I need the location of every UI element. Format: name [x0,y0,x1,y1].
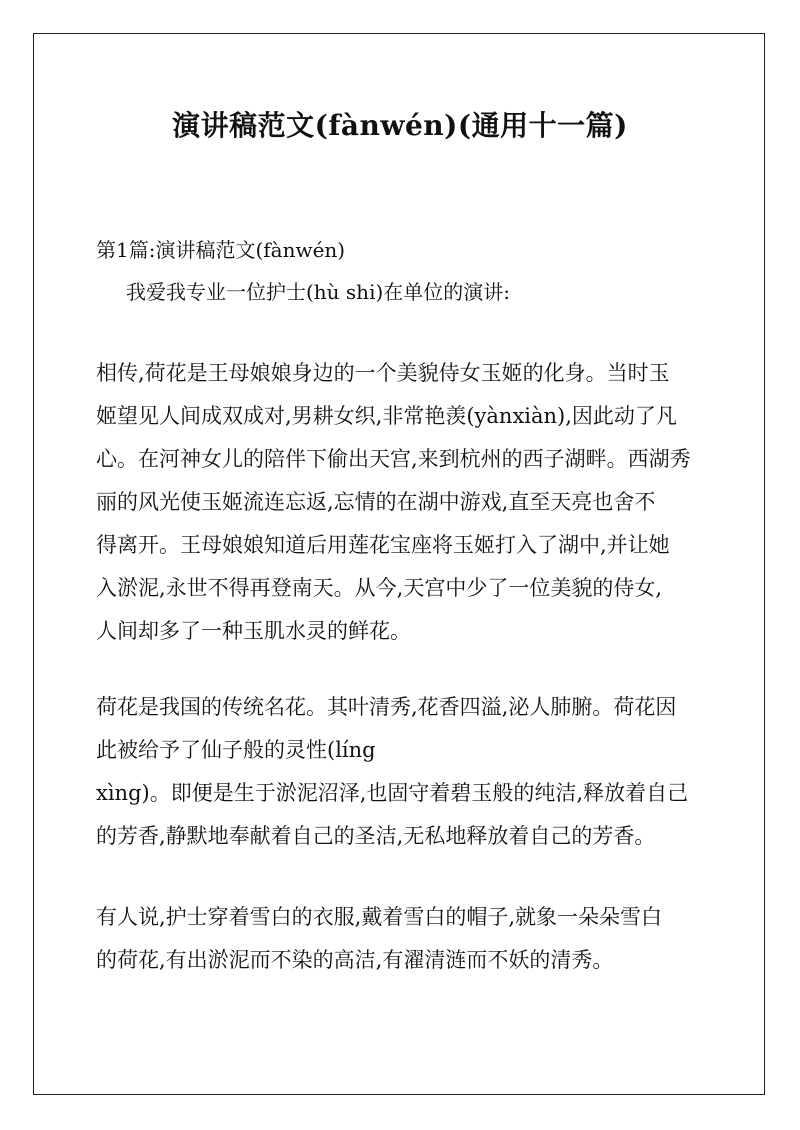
paragraph-lotus-traits [96,686,716,858]
section-heading: 第1篇:演讲稿范文(fànwén) [96,238,346,262]
document-title: 演讲稿范文(fànwén)(通用十一篇) [172,109,628,142]
text-line: 丽的风光使玉姬流连忘返,忘情的在湖中游戏,直至天亮也舍不 [96,490,656,514]
text-line: 此被给予了仙子般的灵性(líng [96,738,376,762]
text-line: 相传,荷花是王母娘娘身边的一个美貌侍女玉姬的化身。当时玉 [96,361,670,385]
paragraph-lotus-legend [96,352,716,653]
text-line: 的芳香,静默地奉献着自己的圣洁,无私地释放着自己的芳香。 [96,824,656,848]
text-line: 姬望见人间成双成对,男耕女织,非常艳羡(yànxiàn),因此动了凡 [96,404,677,428]
text-line: 人间却多了一种玉肌水灵的鲜花。 [96,619,411,643]
text-line: 有人说,护士穿着雪白的衣服,戴着雪白的帽子,就象一朵朵雪白 [96,905,663,929]
text-line: 入淤泥,永世不得再登南天。从今,天宫中少了一位美貌的侍女, [96,576,663,600]
intro-line: 我爱我专业一位护士(hù shi)在单位的演讲: [126,280,511,304]
text-line: 得离开。王母娘娘知道后用莲花宝座将玉姬打入了湖中,并让她 [96,533,670,557]
paragraph-nurse-comparison [96,896,716,982]
text-line: 荷花是我国的传统名花。其叶清秀,花香四溢,泌人肺腑。荷花因 [96,695,677,719]
text-line: 心。在河神女儿的陪伴下偷出天宫,来到杭州的西子湖畔。西湖秀 [96,447,691,471]
text-line: 的荷花,有出淤泥而不染的高洁,有濯清涟而不妖的清秀。 [96,948,614,972]
text-line: xìng)。即便是生于淤泥沼泽,也固守着碧玉般的纯洁,释放着自己 [96,781,689,805]
